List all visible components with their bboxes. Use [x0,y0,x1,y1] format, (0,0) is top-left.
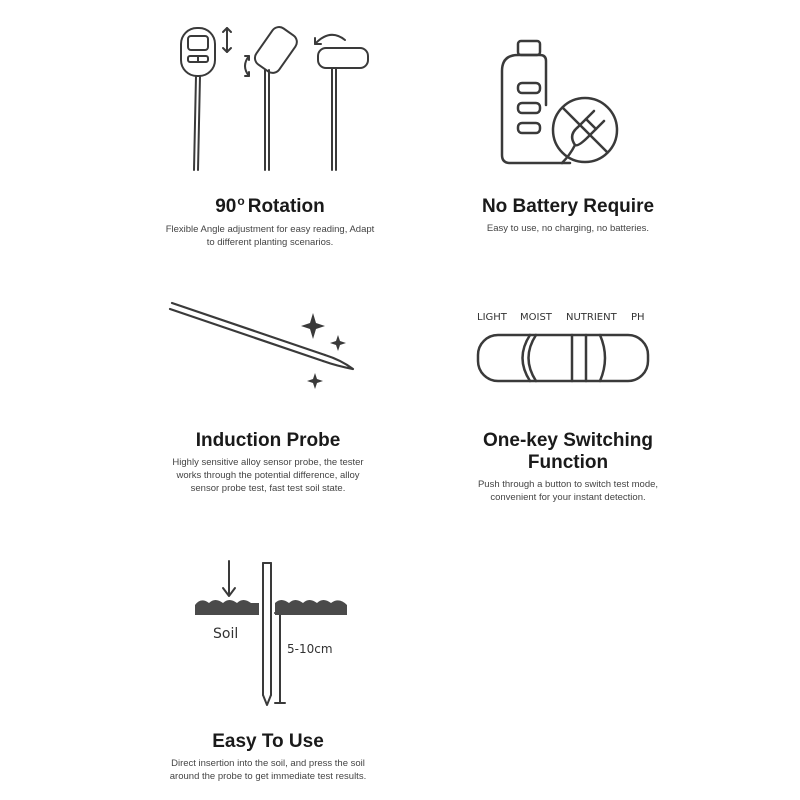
feature-desc: Easy to use, no charging, no batteries. [486,223,650,234]
feature-no-battery [418,196,718,235]
feature-easy-to-use [118,731,418,783]
feature-title: One-key Switching Function [483,430,653,473]
feature-desc: Direct insertion into the soil, and press the soil around the probe to get immediate test results. [169,758,367,782]
no-battery-icon [490,35,630,170]
feature-desc: Highly sensitive alloy sensor probe, the tester works through the potential difference, alloy sensor probe test, fast test soil state. [172,457,364,494]
feature-one-key-switch [413,430,723,504]
switch-label-moist: MOIST [520,312,552,323]
soil-insertion-icon [185,553,360,713]
induction-probe-icon [165,295,365,395]
feature-desc: Flexible Angle adjustment for easy reading, Adapt to different planting scenarios. [165,224,375,248]
feature-title: 90$^o$ Rotation [215,194,325,217]
switch-label-light: LIGHT [477,312,507,323]
feature-induction-probe [118,430,418,495]
feature-rotation [110,196,430,249]
feature-title: Easy To Use [212,731,324,752]
switch-label-nutrient: NUTRIENT [566,312,617,323]
feature-desc: Push through a button to switch test mode, convenient for your instant detection. [477,479,659,503]
switch-label-ph: PH [631,312,645,323]
meter-rotation-icon [165,18,385,178]
feature-title: No Battery Require [481,196,655,217]
mode-switch-icon [460,305,670,390]
depth-label: 5-10cm [287,642,333,656]
soil-label: Soil [213,626,239,642]
feature-title: Induction Probe [195,430,341,451]
